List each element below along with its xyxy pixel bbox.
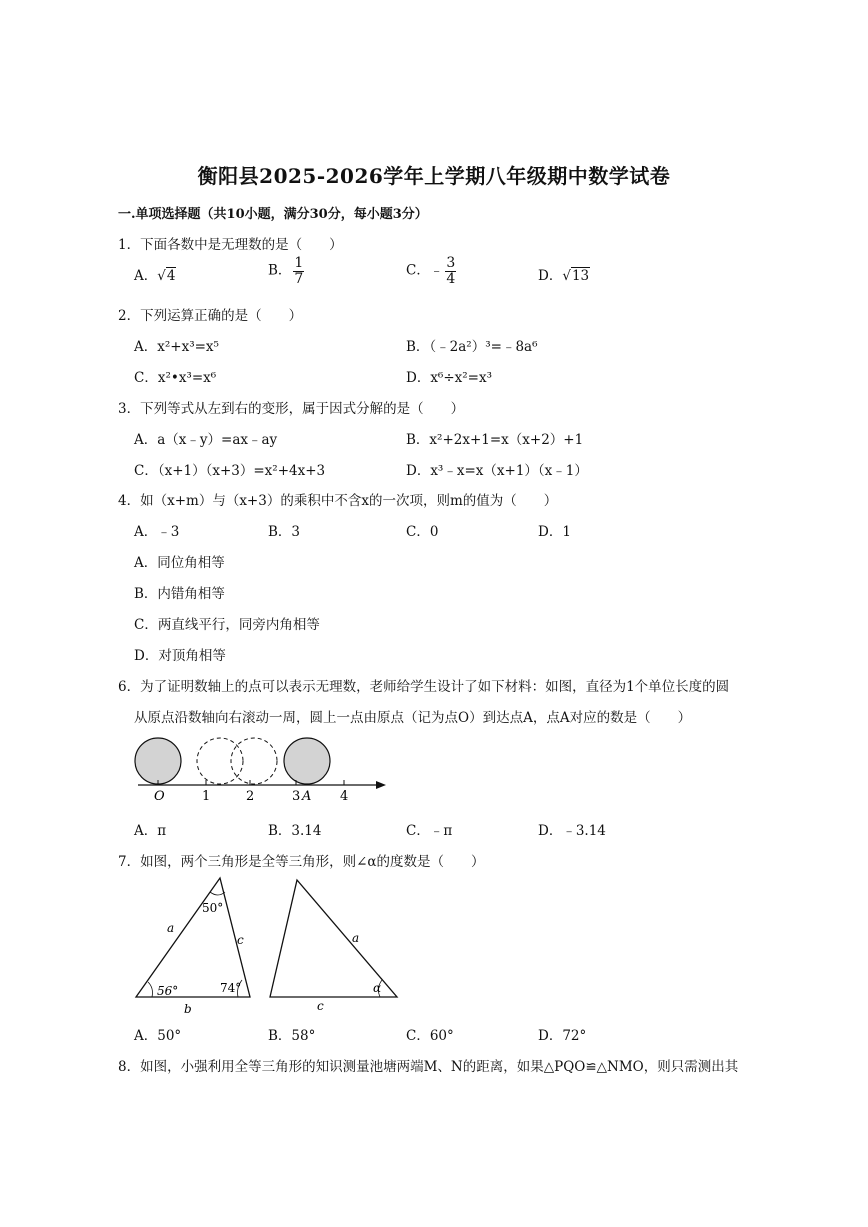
q4-option-d: D．1 bbox=[538, 524, 571, 540]
q4-stem: 4．如（x+m）与（x+3）的乘积中不含x的一次项，则m的值为（ ） bbox=[118, 493, 558, 509]
q8-stem: 8．如图，小强利用全等三角形的知识测量池塘两端M、N的距离，如果△PQO≌△NMO，则只需测出其 bbox=[118, 1059, 739, 1075]
tri1-angle-left: 56° bbox=[157, 984, 179, 998]
rolling-circle-2 bbox=[231, 738, 277, 784]
q6-option-d: D．﹣3.14 bbox=[538, 823, 606, 839]
label-3: 3 bbox=[292, 789, 301, 803]
q5-option-b: B．内错角相等 bbox=[134, 586, 225, 602]
tri2-side-a: a bbox=[352, 931, 360, 945]
q2-option-c: C．x²•x³=x⁶ bbox=[134, 370, 217, 386]
q1-stem: 1．下面各数中是无理数的是（ ） bbox=[118, 237, 343, 253]
q3-option-b: B．x²+2x+1=x（x+2）+1 bbox=[406, 432, 584, 448]
q2-option-b: B．（﹣2a²）³=﹣8a⁶ bbox=[406, 339, 538, 355]
q2-stem: 2．下列运算正确的是（ ） bbox=[118, 308, 303, 324]
section-heading: 一.单项选择题（共10小题，满分30分，每小题3分） bbox=[118, 207, 428, 222]
q3-stem: 3．下列等式从左到右的变形，属于因式分解的是（ ） bbox=[118, 401, 465, 417]
q1-option-c: C．﹣ $\frac{3}{4}$ bbox=[406, 255, 456, 287]
q7-option-d: D．72° bbox=[538, 1028, 587, 1044]
q7-option-a: A．50° bbox=[134, 1028, 182, 1044]
tri2-angle-alpha: α bbox=[373, 981, 382, 995]
q7-option-b: B．58° bbox=[268, 1028, 316, 1044]
tri1-angle-top: 50° bbox=[202, 901, 224, 915]
q5-option-c: C．两直线平行，同旁内角相等 bbox=[134, 617, 320, 633]
q4-option-b: B．3 bbox=[268, 524, 301, 540]
q5-option-a: A．同位角相等 bbox=[134, 555, 225, 571]
number-line-figure bbox=[130, 735, 400, 803]
tri1-side-b: b bbox=[184, 1002, 192, 1016]
label-4: 4 bbox=[340, 789, 349, 803]
triangles-figure bbox=[130, 870, 410, 1020]
q7-stem: 7．如图，两个三角形是全等三角形，则∠α的度数是（ ） bbox=[118, 854, 485, 870]
end-circle bbox=[284, 738, 330, 784]
q2-option-a: A．x²+x³=x⁵ bbox=[134, 339, 219, 355]
q4-option-c: C．0 bbox=[406, 524, 439, 540]
label-o: O bbox=[154, 789, 165, 803]
q6-option-b: B．3.14 bbox=[268, 823, 322, 839]
triangle-1 bbox=[136, 878, 250, 997]
rolling-circle-1 bbox=[197, 738, 243, 784]
start-circle bbox=[135, 738, 181, 784]
axis-arrow bbox=[376, 781, 386, 789]
label-1: 1 bbox=[202, 789, 211, 803]
q3-option-a: A．a（x﹣y）=ax﹣ay bbox=[134, 432, 278, 448]
label-a: A bbox=[302, 789, 312, 803]
q6-stem-line2: 从原点沿数轴向右滚动一周，圆上一点由原点（记为点O）到达点A，点A对应的数是（ ） bbox=[134, 710, 692, 726]
label-2: 2 bbox=[246, 789, 255, 803]
q5-option-d: D．对顶角相等 bbox=[134, 648, 226, 664]
q4-option-a: A．﹣3 bbox=[134, 524, 180, 540]
q1-option-d: D．√13 bbox=[538, 268, 590, 284]
angle-arc-left bbox=[148, 982, 153, 997]
q2-option-d: D．x⁶÷x²=x³ bbox=[406, 370, 493, 386]
tri1-side-c: c bbox=[237, 933, 244, 947]
tri1-angle-right: 74° bbox=[220, 981, 242, 995]
triangle-2 bbox=[270, 880, 397, 997]
q1-option-a: A．√4 bbox=[134, 268, 176, 284]
tri2-side-c: c bbox=[317, 999, 324, 1013]
tri1-side-a: a bbox=[167, 921, 175, 935]
q6-stem-line1: 6．为了证明数轴上的点可以表示无理数，老师给学生设计了如下材料：如图，直径为1个单位长度的圆 bbox=[118, 679, 730, 695]
angle-arc-top bbox=[210, 892, 225, 895]
q6-option-c: C．﹣π bbox=[406, 823, 453, 839]
q6-option-a: A．π bbox=[134, 823, 167, 839]
q7-option-c: C．60° bbox=[406, 1028, 454, 1044]
q1-option-b: B． $\frac{1}{7}$ bbox=[268, 255, 304, 287]
page-title: 衡阳县2025-2026学年上学期八年级期中数学试卷 bbox=[197, 164, 671, 188]
q3-option-d: D．x³﹣x=x（x+1）（x﹣1） bbox=[406, 463, 588, 479]
q3-option-c: C．（x+1）（x+3）=x²+4x+3 bbox=[134, 463, 326, 479]
